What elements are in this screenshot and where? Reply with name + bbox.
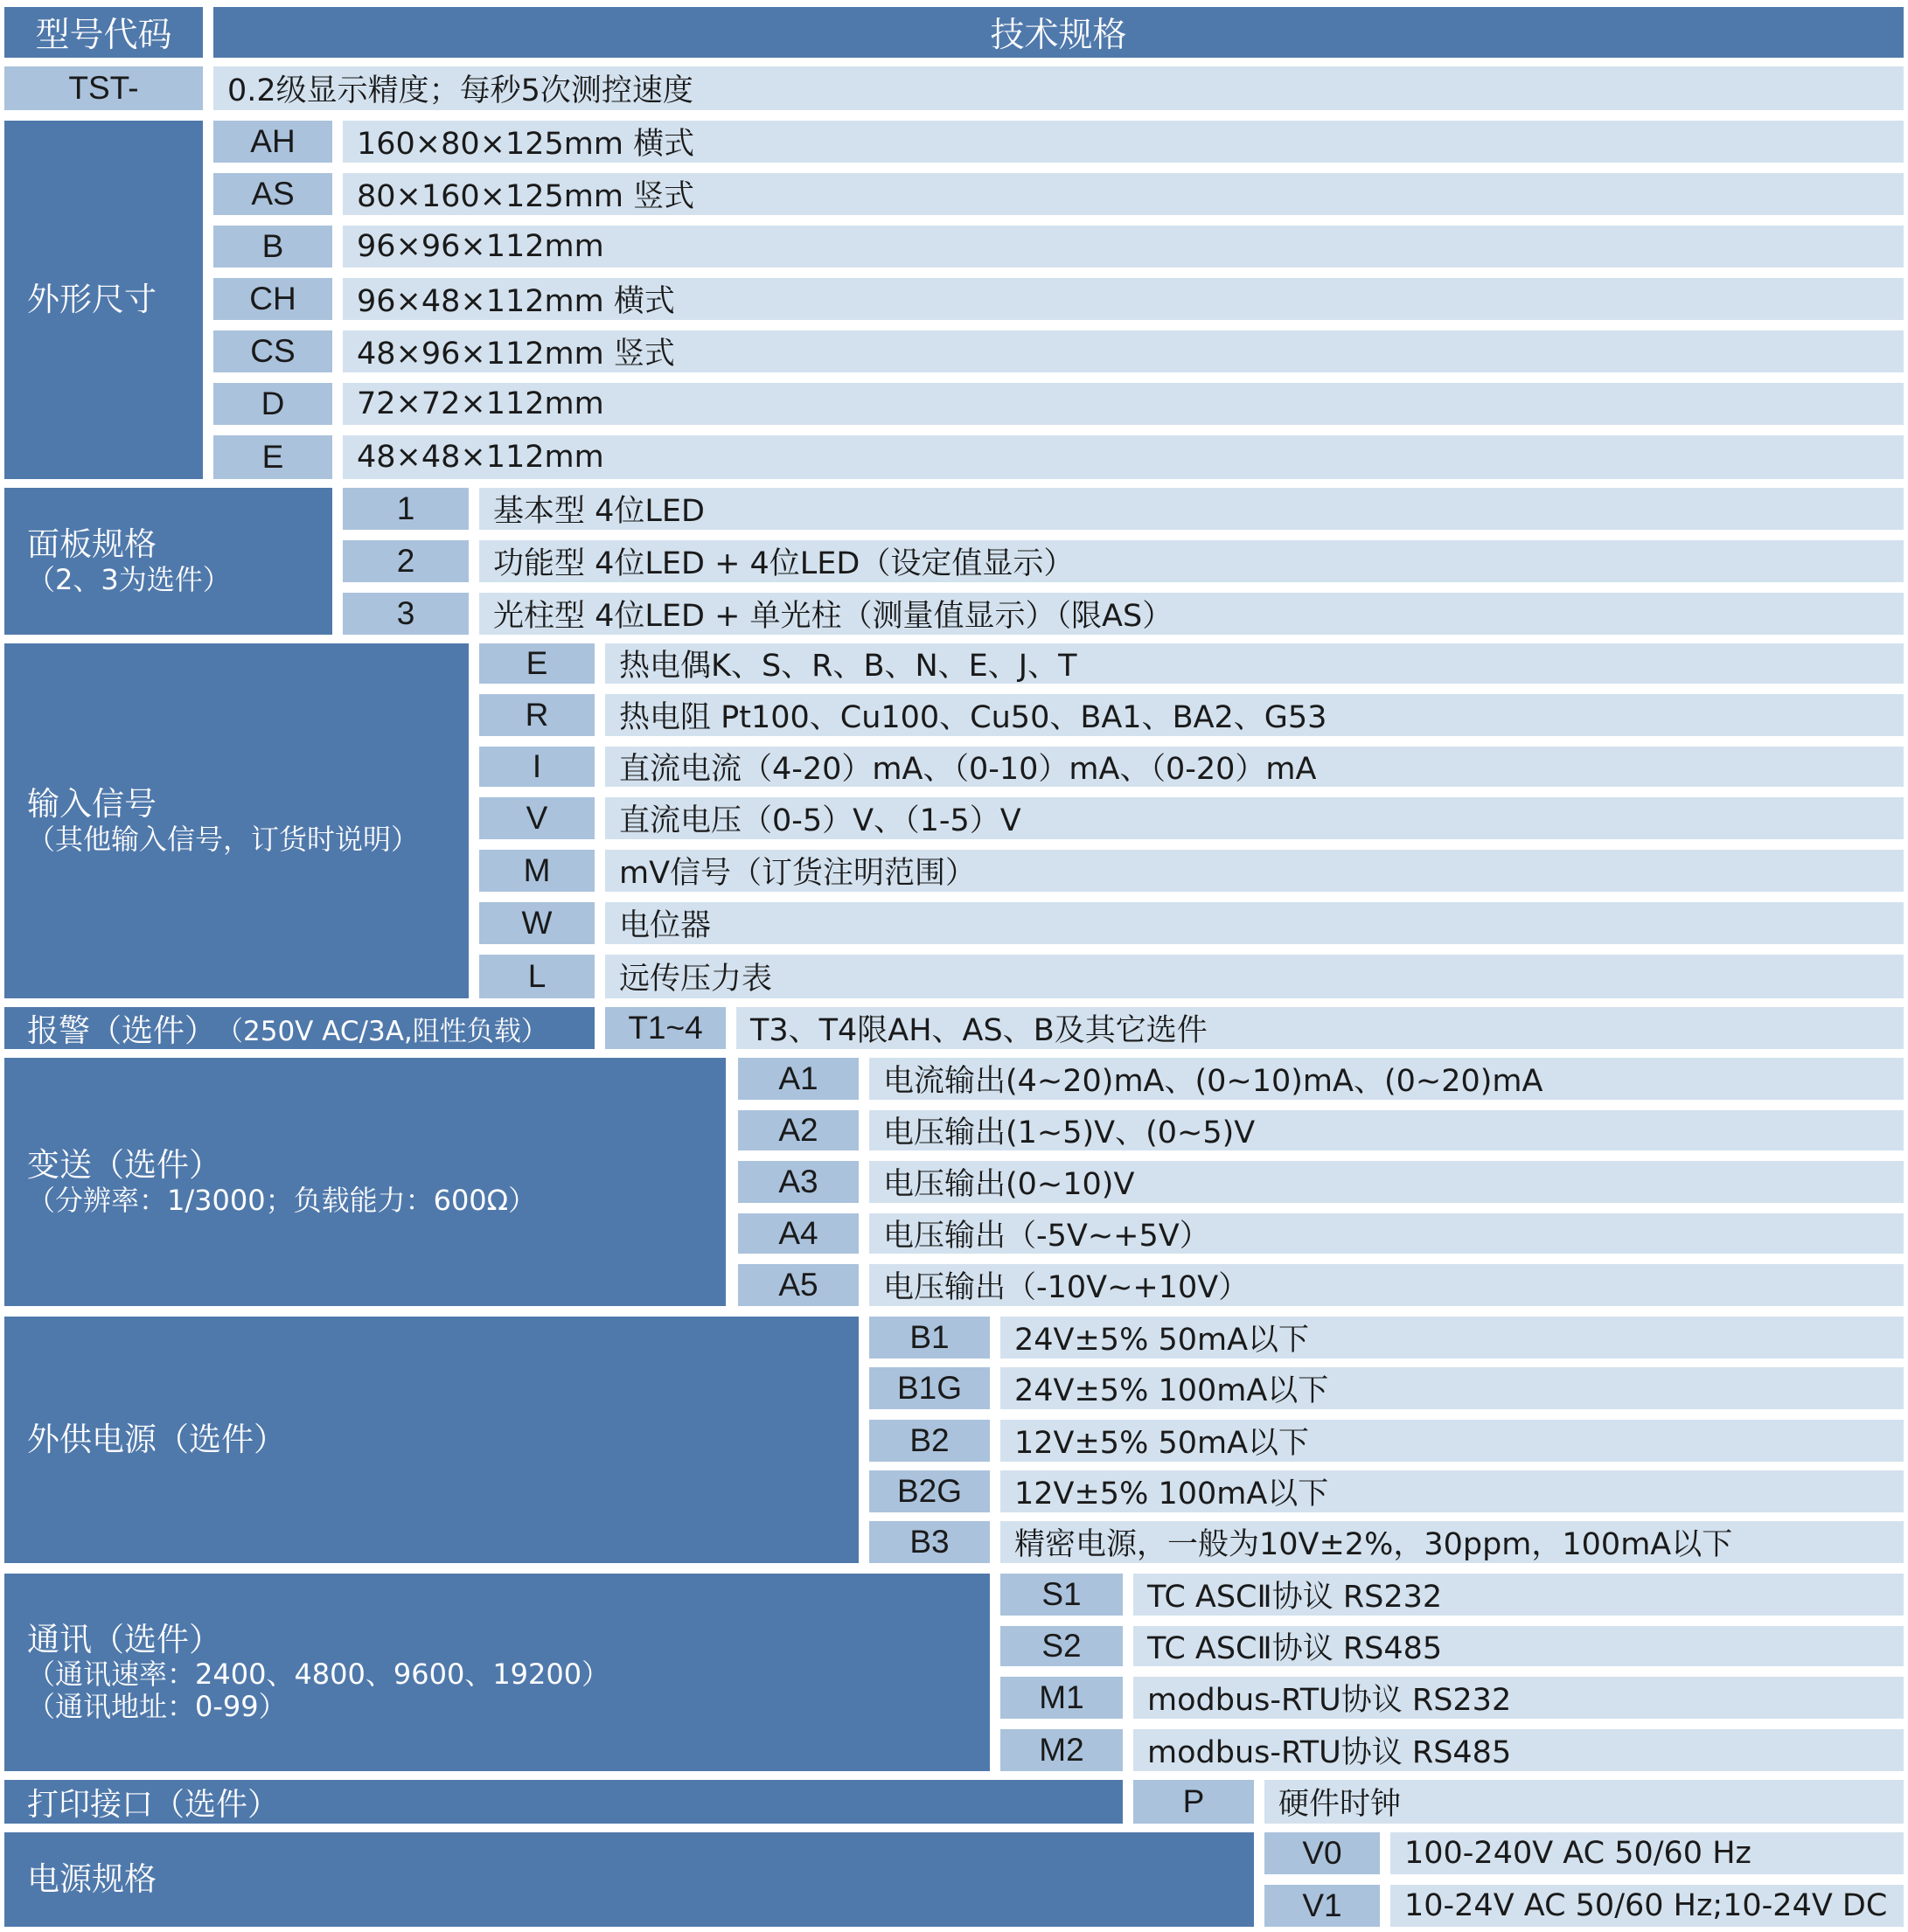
supply-code: B2G bbox=[869, 1470, 990, 1512]
power-title: 电源规格 bbox=[27, 1859, 157, 1898]
alarm-code: T1~4 bbox=[605, 1007, 726, 1049]
base-desc: 0.2级显示精度；每秒5次测控速度 bbox=[213, 66, 1904, 110]
dimensions-desc: 48×48×112mm bbox=[343, 435, 1904, 479]
input-code: V bbox=[479, 797, 595, 839]
comm-title: 通讯（选件） bbox=[27, 1620, 221, 1658]
transmit-desc: 电压输出（-10V~+10V） bbox=[869, 1264, 1904, 1306]
dimensions-category bbox=[4, 121, 203, 479]
comm-desc: modbus-RTU协议 RS232 bbox=[1133, 1677, 1904, 1719]
alarm-category bbox=[4, 1007, 595, 1049]
transmit-subtitle: （分辨率：1/3000；负载能力：600Ω） bbox=[27, 1183, 537, 1217]
dimensions-desc: 96×48×112mm 横式 bbox=[343, 278, 1904, 320]
panel-category bbox=[4, 488, 332, 635]
input-title: 输入信号 bbox=[27, 785, 157, 824]
panel-desc: 基本型 4位LED bbox=[479, 488, 1904, 530]
supply-title: 外供电源（选件） bbox=[27, 1420, 286, 1458]
transmit-desc: 电压输出（-5V~+5V） bbox=[869, 1213, 1904, 1254]
panel-desc: 功能型 4位LED + 4位LED（设定值显示） bbox=[479, 540, 1904, 582]
comm-code: S1 bbox=[1000, 1574, 1123, 1616]
comm-code: M1 bbox=[1000, 1677, 1123, 1719]
panel-code: 3 bbox=[343, 593, 469, 635]
input-code: L bbox=[479, 955, 595, 998]
dimensions-code: CS bbox=[213, 330, 332, 372]
power-code: V0 bbox=[1264, 1832, 1380, 1874]
transmit-title: 变送（选件） bbox=[27, 1146, 221, 1185]
power-category bbox=[4, 1832, 1254, 1927]
transmit-category bbox=[4, 1058, 726, 1306]
supply-code: B3 bbox=[869, 1521, 990, 1563]
dimensions-desc: 48×96×112mm 竖式 bbox=[343, 330, 1904, 372]
transmit-code: A5 bbox=[738, 1264, 859, 1306]
panel-title: 面板规格 bbox=[27, 525, 157, 564]
dimensions-desc: 80×160×125mm 竖式 bbox=[343, 173, 1904, 215]
dimensions-code: AS bbox=[213, 173, 332, 215]
dimensions-code: AH bbox=[213, 121, 332, 163]
dimensions-title: 外形尺寸 bbox=[27, 280, 157, 318]
transmit-desc: 电流输出(4~20)mA、(0~10)mA、(0~20)mA bbox=[869, 1058, 1904, 1100]
header-tech-spec: 技术规格 bbox=[213, 7, 1904, 58]
power-desc: 10-24V AC 50/60 Hz;10-24V DC bbox=[1390, 1885, 1904, 1927]
input-subtitle: （其他输入信号，订货时说明） bbox=[27, 822, 420, 856]
input-desc: 直流电流（4-20）mA、（0-10）mA、（0-20）mA bbox=[605, 747, 1904, 787]
panel-code: 2 bbox=[343, 540, 469, 582]
comm-line2: （通讯地址：0-99） bbox=[27, 1690, 287, 1724]
transmit-code: A1 bbox=[738, 1058, 859, 1100]
power-desc: 100-240V AC 50/60 Hz bbox=[1390, 1832, 1904, 1874]
supply-code: B2 bbox=[869, 1420, 990, 1462]
input-desc: 电位器 bbox=[605, 902, 1904, 944]
input-category bbox=[4, 643, 469, 998]
input-code: W bbox=[479, 902, 595, 944]
panel-code: 1 bbox=[343, 488, 469, 530]
dimensions-code: D bbox=[213, 383, 332, 425]
alarm-subtitle: （250V AC/3A,阻性负载） bbox=[216, 1015, 548, 1047]
input-code: R bbox=[479, 694, 595, 736]
input-desc: 热电阻 Pt100、Cu100、Cu50、BA1、BA2、G53 bbox=[605, 694, 1904, 736]
print-title: 打印接口（选件） bbox=[27, 1786, 280, 1823]
comm-code: S2 bbox=[1000, 1626, 1123, 1666]
transmit-desc: 电压输出(0~10)V bbox=[869, 1161, 1904, 1203]
header-model-code: 型号代码 bbox=[4, 7, 203, 58]
comm-category bbox=[4, 1574, 990, 1771]
comm-line1: （通讯速率：2400、4800、9600、19200） bbox=[27, 1657, 610, 1692]
supply-desc: 12V±5% 50mA以下 bbox=[1000, 1420, 1904, 1462]
dimensions-code: E bbox=[213, 435, 332, 479]
alarm-title: 报警（选件） bbox=[27, 1012, 217, 1049]
input-desc: 直流电压（0-5）V、（1-5）V bbox=[605, 797, 1904, 839]
comm-desc: TC ASCⅡ协议 RS485 bbox=[1133, 1626, 1904, 1666]
print-code: P bbox=[1133, 1780, 1254, 1824]
print-desc: 硬件时钟 bbox=[1264, 1780, 1904, 1824]
transmit-code: A4 bbox=[738, 1213, 859, 1254]
comm-desc: TC ASCⅡ协议 RS232 bbox=[1133, 1574, 1904, 1616]
supply-desc: 12V±5% 100mA以下 bbox=[1000, 1470, 1904, 1512]
dimensions-code: B bbox=[213, 226, 332, 268]
power-code: V1 bbox=[1264, 1885, 1380, 1927]
supply-desc: 精密电源，一般为10V±2%，30ppm，100mA以下 bbox=[1000, 1521, 1904, 1563]
input-code: E bbox=[479, 643, 595, 684]
input-desc: mV信号（订货注明范围） bbox=[605, 850, 1904, 892]
transmit-code: A2 bbox=[738, 1110, 859, 1150]
dimensions-desc: 160×80×125mm 横式 bbox=[343, 121, 1904, 163]
dimensions-desc: 96×96×112mm bbox=[343, 226, 1904, 268]
input-code: I bbox=[479, 747, 595, 787]
input-code: M bbox=[479, 850, 595, 892]
alarm-desc: T3、T4限AH、AS、B及其它选件 bbox=[736, 1007, 1904, 1049]
print-category bbox=[4, 1780, 1123, 1824]
base-code: TST- bbox=[4, 66, 203, 110]
supply-code: B1G bbox=[869, 1367, 990, 1409]
panel-desc: 光柱型 4位LED + 单光柱（测量值显示）（限AS） bbox=[479, 593, 1904, 635]
dimensions-code: CH bbox=[213, 278, 332, 320]
supply-code: B1 bbox=[869, 1317, 990, 1359]
transmit-desc: 电压输出(1~5)V、(0~5)V bbox=[869, 1110, 1904, 1150]
input-desc: 热电偶K、S、R、B、N、E、J、T bbox=[605, 643, 1904, 684]
comm-desc: modbus-RTU协议 RS485 bbox=[1133, 1729, 1904, 1771]
supply-desc: 24V±5% 100mA以下 bbox=[1000, 1367, 1904, 1409]
panel-subtitle: （2、3为选件） bbox=[27, 562, 231, 596]
supply-category bbox=[4, 1317, 859, 1563]
dimensions-desc: 72×72×112mm bbox=[343, 383, 1904, 425]
transmit-code: A3 bbox=[738, 1161, 859, 1203]
supply-desc: 24V±5% 50mA以下 bbox=[1000, 1317, 1904, 1359]
input-desc: 远传压力表 bbox=[605, 955, 1904, 998]
comm-code: M2 bbox=[1000, 1729, 1123, 1771]
